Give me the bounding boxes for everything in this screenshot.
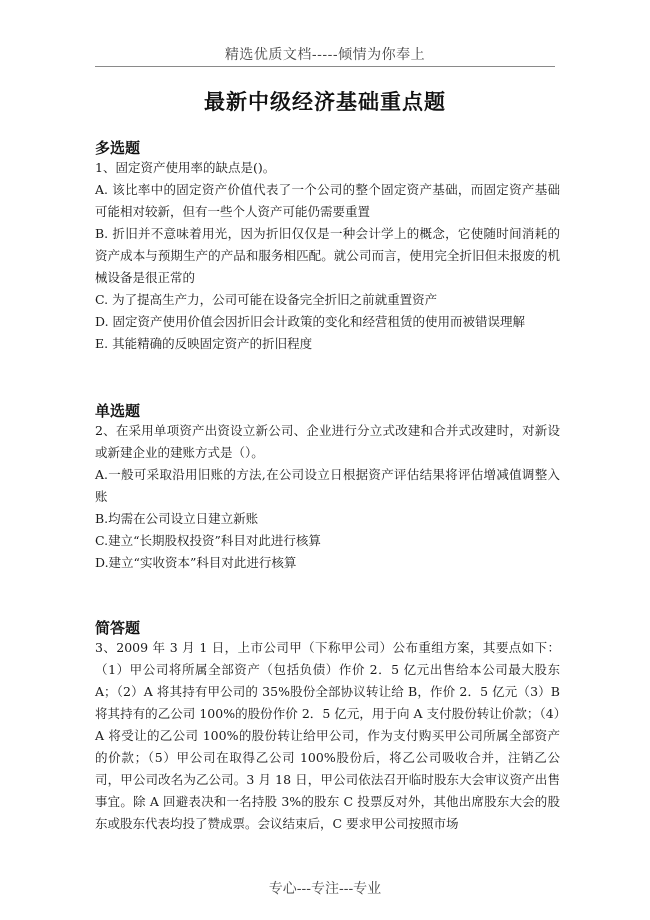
document-title: 最新中级经济基础重点题 bbox=[204, 90, 446, 114]
question-1-option-b: B. 折旧并不意味着用光，因为折旧仅仅是一种会计学上的概念，它使随时间消耗的资产成本与预期生产的产品和服务相匹配。就公司而言，使用完全折旧但未报废的机械设备是很正常的 bbox=[95, 226, 560, 285]
section-body-short-answer bbox=[95, 637, 560, 835]
section-heading-single-choice: 单选题 bbox=[95, 402, 141, 420]
question-1-option-e: E. 其能精确的反映固定资产的折旧程度 bbox=[95, 336, 313, 351]
section-heading-multiple-choice: 多选题 bbox=[95, 139, 141, 157]
page-footer: 专心---专注---专业 bbox=[268, 881, 382, 897]
question-2-option-a: A.一般可采取沿用旧账的方法,在公司设立日根据资产评估结果将评估增减值调整入账 bbox=[95, 467, 560, 504]
section-heading-short-answer: 简答题 bbox=[95, 619, 141, 637]
question-2-stem: 2、在采用单项资产出资设立新公司、企业进行分立式改建和合并式改建时，对新设或新建企业的建账方式是（）。 bbox=[95, 423, 560, 460]
header-divider bbox=[95, 66, 555, 67]
section-body-single-choice bbox=[95, 420, 560, 574]
question-3-text: 3、2009 年 3 月 1 日，上市公司甲（下称甲公司）公布重组方案，其要点如下：（1）甲公司将所属全部资产（包括负债）作价 2．5 亿元出售给本公司最大股东A；（2）A 将其持有甲公司的 35%股份全部协议转让给 B，作价 2．5 亿元（3）B 将其持有的乙公司 100%的股份作价 2．5 亿元，用于向 A 支付股份转让价款；（4）A 将受让的乙公司 100%的股份转让给甲公司，作为支付购买甲公司所属全部资产的价款；（5）甲公司在取得乙公司 100%股份后，将乙公司吸收合并，注销乙公司，甲公司改名为乙公司。3 月 18 日，甲公司依法召开临时股东大会审议资产出售事宜。除 A 回避表决和一名持股 3%的股东 C 投票反对外，其他出席股东大会的股东或股东代表均投了赞成票。会议结束后，C 要求甲公司按照市场 bbox=[95, 640, 560, 831]
question-1-stem: 1、固定资产使用率的缺点是()。 bbox=[95, 160, 276, 175]
question-1-option-c: C. 为了提高生产力，公司可能在设备完全折旧之前就重置资产 bbox=[95, 292, 438, 307]
page-header: 精选优质文档-----倾情为你奉上 bbox=[224, 47, 426, 63]
question-1-option-a: A. 该比率中的固定资产价值代表了一个公司的整个固定资产基础，而固定资产基础可能相对较新，但有一些个人资产可能仍需要重置 bbox=[95, 182, 560, 219]
question-1-option-d: D. 固定资产使用价值会因折旧会计政策的变化和经营租赁的使用而被错误理解 bbox=[95, 314, 526, 329]
question-2-option-b: B.均需在公司设立日建立新账 bbox=[95, 511, 259, 526]
question-2-option-d: D.建立“实收资本”科目对此进行核算 bbox=[95, 555, 297, 570]
question-2-option-c: C.建立“长期股权投资”科目对此进行核算 bbox=[95, 533, 321, 548]
section-body-multiple-choice bbox=[95, 157, 560, 355]
